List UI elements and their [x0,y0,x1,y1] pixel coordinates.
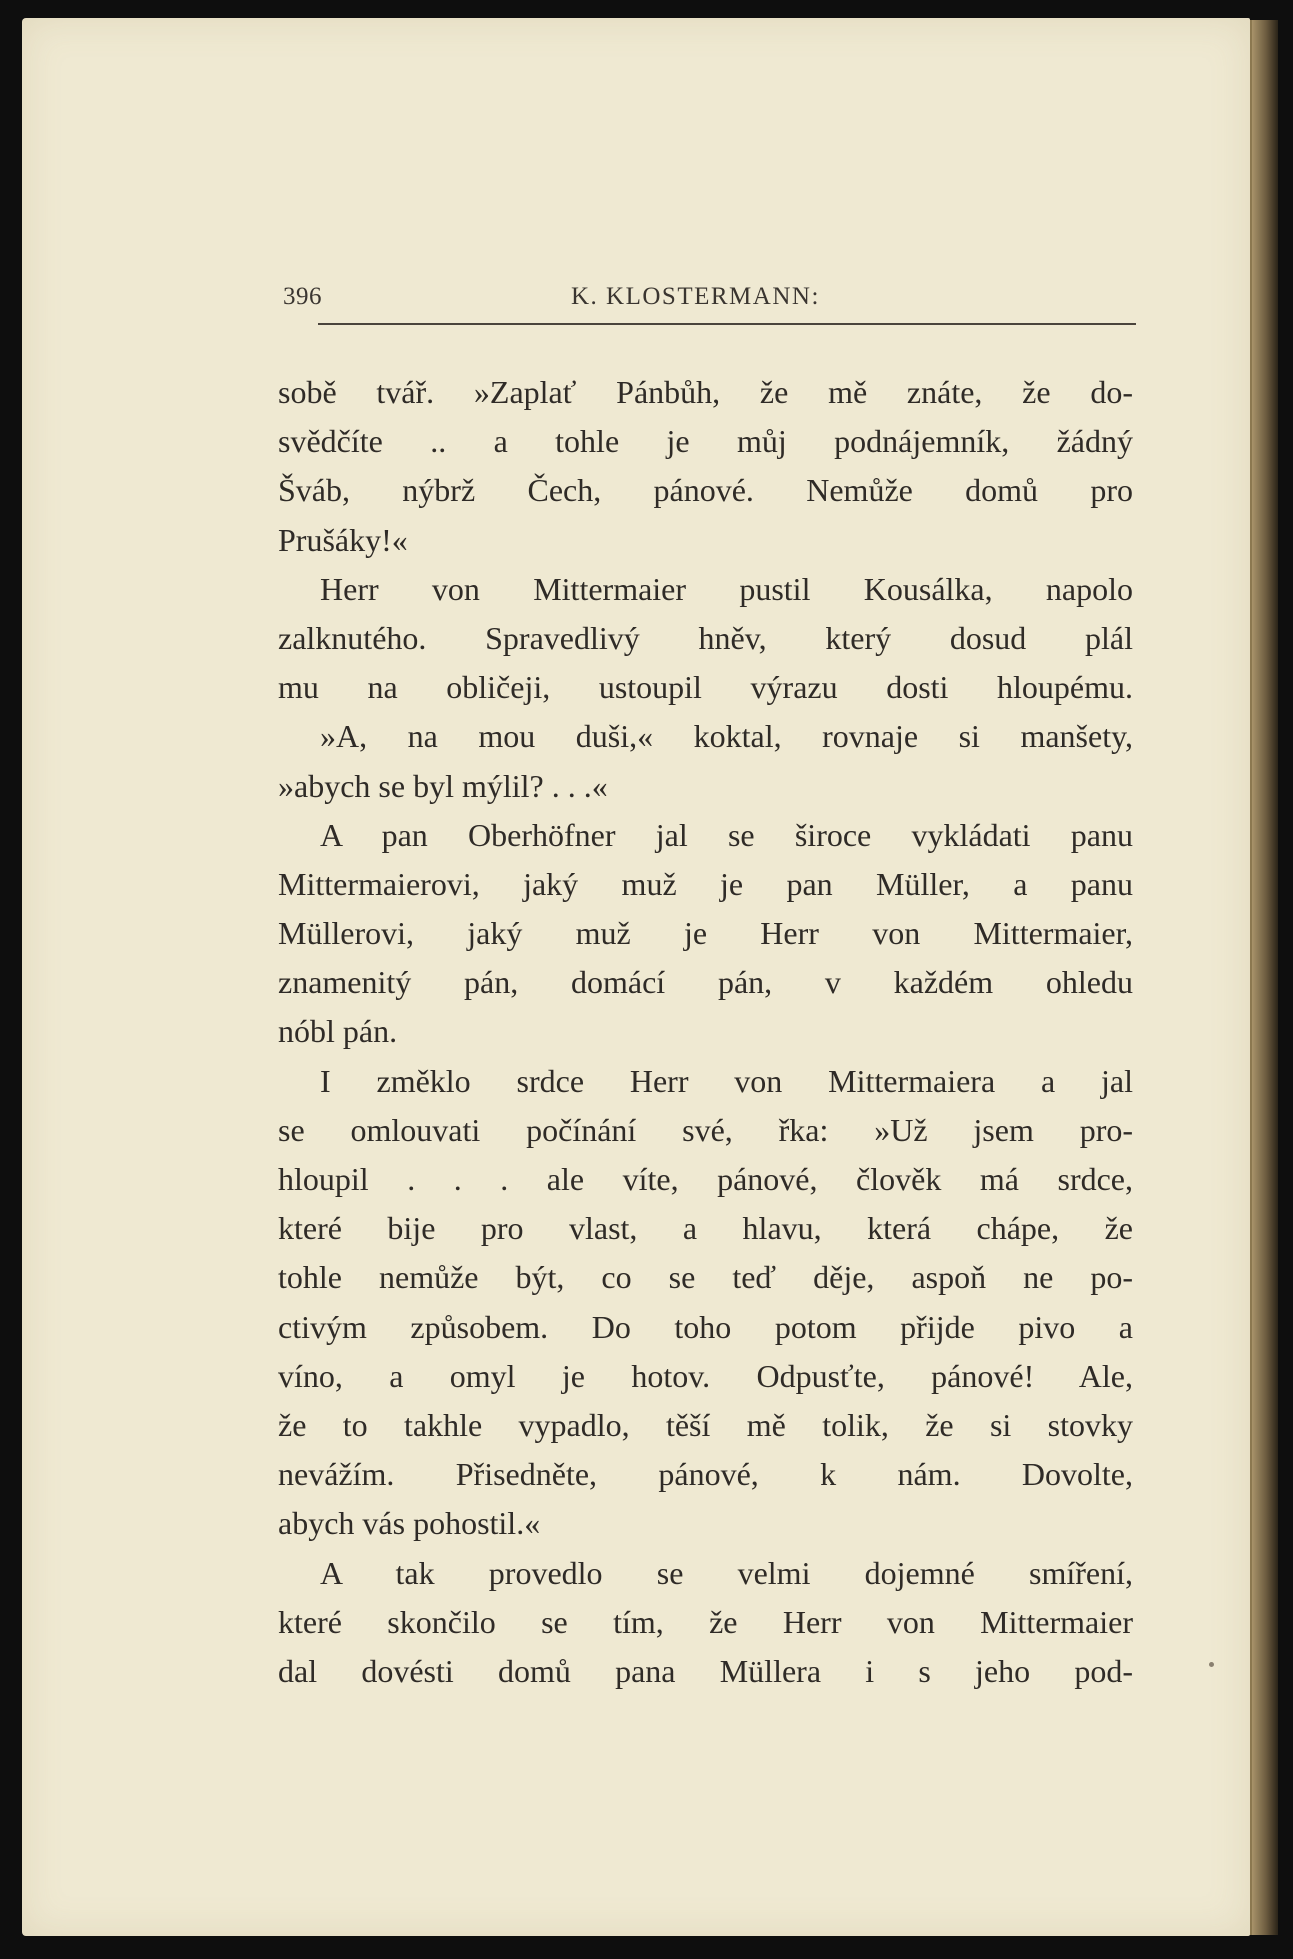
text-line: hloupil . . . ale víte, pánové, člověk má srdce, [278,1161,1133,1197]
text-line: víno, a omyl je hotov. Odpusťte, pánové! Ale, [278,1357,1133,1394]
running-title: K. KLOSTERMANN: [571,283,820,310]
text-line: Šváb, nýbrž Čech, pánové. Nemůže domů pro [278,472,1133,509]
book-page-edge-strip [1250,20,1252,1935]
page-header [283,283,1136,323]
text-line: nevážím. Přisedněte, pánové, k nám. Dovolte, [278,1456,1133,1493]
page-number: 396 [283,283,322,310]
paragraph-first-line: A tak provedlo se velmi dojemné smíření, [320,1554,1133,1591]
paragraph-first-line: I změklo srdce Herr von Mittermaiera a jal [320,1062,1133,1099]
text-line: svědčíte .. a tohle je můj podnájemník, žádný [278,423,1133,460]
text-line: Prušáky!« [278,521,408,558]
text-line: Müllerovi, jaký muž je Herr von Mittermaier, [278,915,1133,952]
text-line: sobě tvář. »Zaplať Pánbůh, že mě znáte, že do- [278,374,1133,410]
text-line: mu na obličeji, ustoupil výrazu dosti hloupému. [278,669,1133,706]
text-line: Mittermaierovi, jaký muž je pan Müller, a panu [278,865,1133,902]
header-rule [318,323,1136,325]
text-line: »abych se byl mýlil? . . .« [278,767,608,804]
text-line: abych vás pohostil.« [278,1505,541,1542]
text-line: tohle nemůže být, co se teď děje, aspoň ne po- [278,1259,1133,1296]
text-line: nóbl pán. [278,1013,398,1050]
text-line: dal dovésti domů pana Müllera i s jeho pod- [278,1652,1133,1689]
paragraph-first-line: »A, na mou duši,« koktal, rovnaje si manšety, [320,718,1133,755]
paragraph-first-line: Herr von Mittermaier pustil Kousálka, napolo [320,570,1133,607]
text-line: že to takhle vypadlo, těší mě tolik, že si stovky [278,1406,1133,1443]
paragraph-first-line: A pan Oberhöfner jal se široce vykládati panu [320,816,1133,853]
text-line: se omlouvati počínání své, řka: »Už jsem pro- [278,1111,1133,1148]
text-line: ctivým způsobem. Do toho potom přijde pivo a [278,1308,1133,1345]
text-line: zalknutého. Spravedlivý hněv, který dosud plál [278,619,1133,656]
text-line: které skončilo se tím, že Herr von Mittermaier [278,1603,1133,1640]
margin-dot [1209,1662,1214,1667]
body-text [278,368,1133,1696]
text-line: které bije pro vlast, a hlavu, která chápe, že [278,1210,1133,1247]
text-line: znamenitý pán, domácí pán, v každém ohledu [278,964,1133,1001]
